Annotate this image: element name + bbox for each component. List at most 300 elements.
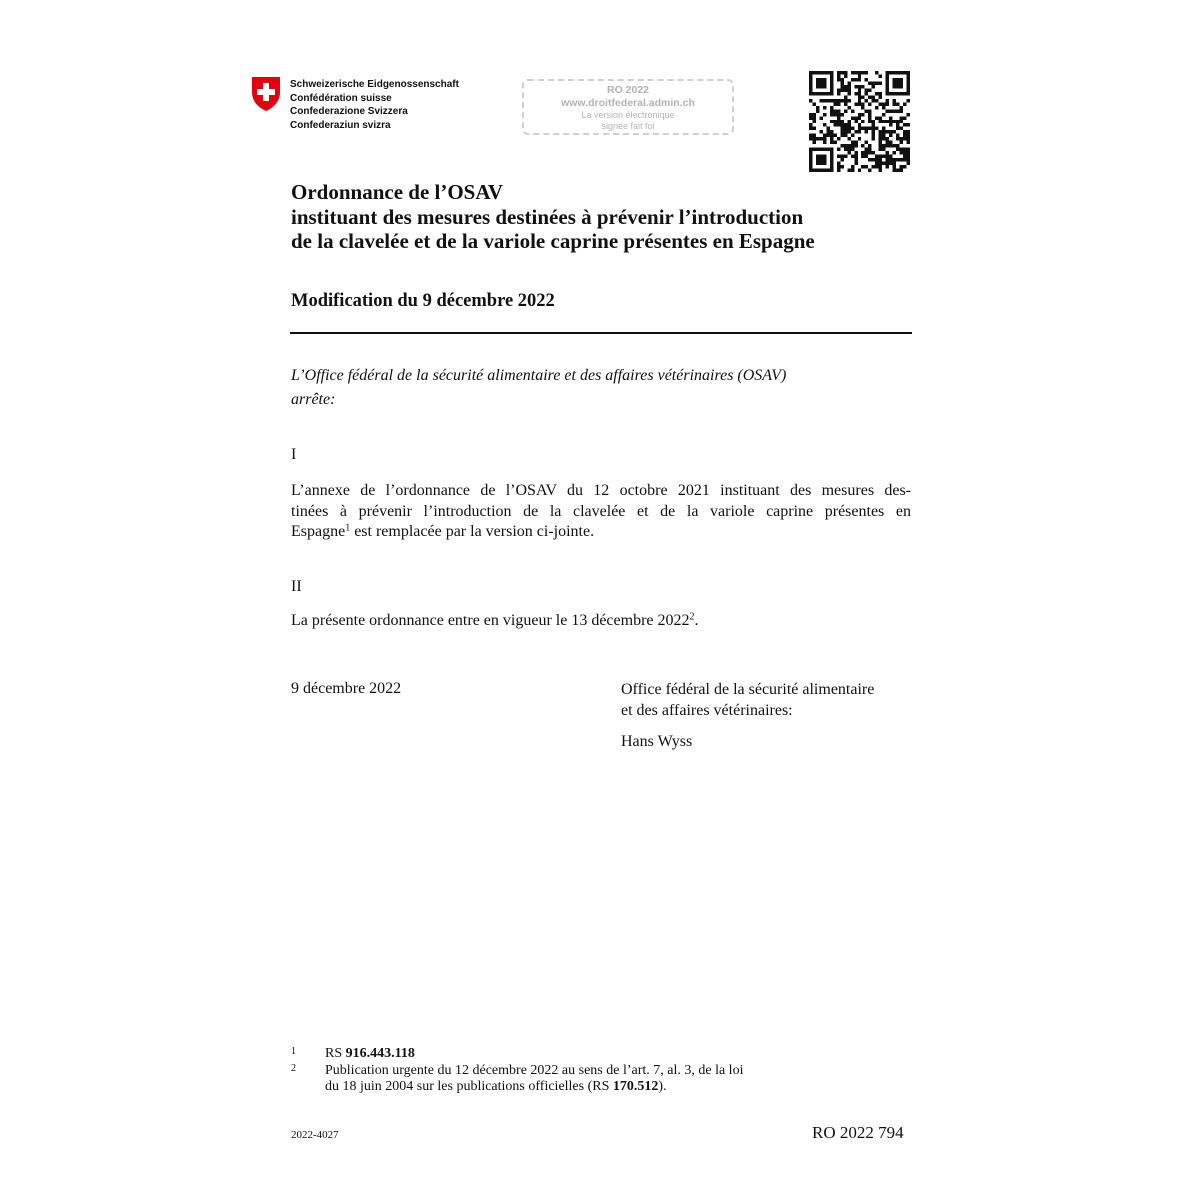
qr-module — [809, 155, 812, 158]
qr-module — [809, 148, 812, 151]
qr-module — [847, 85, 850, 88]
qr-module — [907, 99, 910, 102]
qr-module — [826, 134, 829, 137]
qr-module — [854, 120, 857, 123]
qr-module — [840, 155, 843, 158]
footnote-2-line-2-end: ). — [658, 1079, 667, 1094]
qr-module — [847, 81, 850, 84]
qr-module — [865, 109, 868, 112]
qr-module — [830, 155, 833, 158]
qr-module — [819, 162, 822, 165]
qr-module — [812, 127, 815, 130]
qr-module — [896, 144, 899, 147]
qr-module — [886, 120, 889, 123]
modification-date-heading: Modification du 9 décembre 2022 — [291, 291, 555, 311]
qr-module — [830, 92, 833, 95]
footnote-ref-1[interactable]: 1 — [345, 522, 351, 534]
qr-module — [886, 151, 889, 154]
qr-module — [886, 158, 889, 161]
qr-module — [851, 127, 854, 130]
qr-module — [865, 151, 868, 154]
qr-module — [875, 127, 878, 130]
stamp-collection: RO 2022 — [606, 84, 650, 96]
qr-module — [868, 95, 871, 98]
title-divider — [290, 332, 912, 334]
qr-module — [893, 99, 896, 102]
qr-module — [851, 165, 854, 168]
qr-module — [837, 123, 840, 126]
qr-module — [823, 123, 826, 126]
qr-module — [861, 95, 864, 98]
qr-module — [844, 123, 847, 126]
stamp-note-1: La version électronique — [581, 110, 675, 120]
qr-module — [903, 116, 906, 119]
qr-module — [907, 71, 910, 74]
qr-module — [868, 113, 871, 116]
qr-module — [893, 169, 896, 172]
qr-module — [907, 81, 910, 84]
qr-module — [889, 109, 892, 112]
section-ii-line — [291, 611, 911, 632]
qr-module — [893, 109, 896, 112]
qr-module — [872, 134, 875, 137]
qr-module — [837, 92, 840, 95]
qr-module — [879, 148, 882, 151]
qr-module — [872, 127, 875, 130]
qr-module — [893, 71, 896, 74]
qr-module — [882, 106, 885, 109]
qr-module — [837, 155, 840, 158]
qr-module — [833, 120, 836, 123]
qr-module — [844, 74, 847, 77]
qr-module — [826, 92, 829, 95]
qr-module — [809, 116, 812, 119]
qr-module — [896, 71, 899, 74]
qr-module — [872, 130, 875, 133]
qr-module — [875, 116, 878, 119]
qr-module — [819, 158, 822, 161]
qr-module — [830, 134, 833, 137]
qr-module — [886, 99, 889, 102]
qr-module — [837, 169, 840, 172]
qr-module — [844, 102, 847, 105]
qr-module — [896, 137, 899, 140]
qr-module — [903, 71, 906, 74]
qr-module — [847, 99, 850, 102]
qr-module — [809, 137, 812, 140]
qr-module — [858, 123, 861, 126]
section-i-line-3-end: est remplacée par la version ci-jointe. — [350, 523, 595, 540]
qr-module — [879, 141, 882, 144]
qr-module — [879, 144, 882, 147]
qr-module — [819, 130, 822, 133]
qr-module — [907, 162, 910, 165]
qr-module — [847, 137, 850, 140]
qr-module — [893, 120, 896, 123]
section-i-line-1: L’annexe de l’ordonnance de l’OSAV du 12 octobre 2021 instituant des mesures des- — [291, 482, 911, 499]
preamble — [291, 364, 786, 412]
qr-module — [861, 120, 864, 123]
qr-module — [900, 165, 903, 168]
qr-module — [865, 165, 868, 168]
qr-module — [900, 169, 903, 172]
qr-module — [896, 102, 899, 105]
qr-module — [823, 92, 826, 95]
qr-module — [875, 99, 878, 102]
section-number-ii: II — [291, 578, 302, 595]
qr-module — [879, 169, 882, 172]
qr-module — [840, 81, 843, 84]
qr-module — [847, 169, 850, 172]
qr-module — [868, 144, 871, 147]
qr-module — [858, 127, 861, 130]
qr-module — [830, 81, 833, 84]
qr-module — [826, 169, 829, 172]
qr-module — [861, 85, 864, 88]
qr-module — [865, 99, 868, 102]
qr-module — [837, 165, 840, 168]
qr-module — [900, 109, 903, 112]
qr-module — [882, 134, 885, 137]
qr-module — [819, 99, 822, 102]
qr-module — [861, 127, 864, 130]
qr-module — [903, 92, 906, 95]
qr-module — [865, 127, 868, 130]
qr-module — [809, 88, 812, 91]
qr-module — [893, 151, 896, 154]
qr-module — [875, 71, 878, 74]
qr-module — [900, 120, 903, 123]
qr-module — [875, 106, 878, 109]
qr-module — [879, 137, 882, 140]
qr-module — [840, 78, 843, 81]
qr-module — [886, 74, 889, 77]
qr-module — [823, 81, 826, 84]
qr-module — [809, 99, 812, 102]
qr-module — [893, 130, 896, 133]
qr-module — [847, 151, 850, 154]
qr-module — [889, 134, 892, 137]
qr-module — [900, 106, 903, 109]
qr-module — [903, 137, 906, 140]
qr-module — [865, 71, 868, 74]
qr-module — [879, 162, 882, 165]
qr-module — [886, 81, 889, 84]
qr-module — [896, 109, 899, 112]
qr-module — [886, 155, 889, 158]
qr-module — [840, 144, 843, 147]
qr-module — [868, 102, 871, 105]
qr-module — [900, 137, 903, 140]
qr-module — [823, 85, 826, 88]
qr-module — [879, 92, 882, 95]
qr-module — [816, 137, 819, 140]
signing-office-line-1: Office fédéral de la sécurité alimentaire — [621, 681, 875, 698]
qr-module — [816, 162, 819, 165]
qr-module — [900, 127, 903, 130]
qr-module — [903, 151, 906, 154]
qr-module — [847, 127, 850, 130]
qr-module — [823, 71, 826, 74]
qr-module — [840, 120, 843, 123]
qr-module — [872, 99, 875, 102]
qr-module — [858, 78, 861, 81]
qr-module — [907, 123, 910, 126]
qr-module — [882, 120, 885, 123]
qr-module — [809, 165, 812, 168]
qr-module — [816, 71, 819, 74]
qr-module — [865, 141, 868, 144]
qr-module — [868, 127, 871, 130]
qr-module — [872, 158, 875, 161]
federation-name-de: Schweizerische Eidgenossenschaft — [290, 79, 459, 90]
qr-module — [844, 144, 847, 147]
qr-module — [900, 158, 903, 161]
qr-module — [893, 165, 896, 168]
qr-module — [879, 134, 882, 137]
federation-name-it: Confederazione Svizzera — [290, 106, 408, 117]
qr-module — [868, 158, 871, 161]
qr-module — [819, 137, 822, 140]
qr-module — [879, 116, 882, 119]
qr-module — [858, 102, 861, 105]
qr-module — [851, 169, 854, 172]
qr-module — [889, 130, 892, 133]
qr-module — [893, 102, 896, 105]
qr-module — [858, 99, 861, 102]
qr-module — [837, 109, 840, 112]
qr-module — [830, 141, 833, 144]
qr-module — [896, 169, 899, 172]
qr-module — [886, 88, 889, 91]
qr-module — [872, 95, 875, 98]
qr-module — [819, 148, 822, 151]
qr-module — [907, 113, 910, 116]
qr-module — [861, 106, 864, 109]
qr-module — [858, 92, 861, 95]
qr-module — [886, 78, 889, 81]
qr-module — [809, 134, 812, 137]
qr-module — [872, 120, 875, 123]
qr-module — [854, 92, 857, 95]
qr-module — [847, 148, 850, 151]
qr-module — [858, 116, 861, 119]
qr-module — [809, 74, 812, 77]
qr-module — [833, 134, 836, 137]
qr-module — [861, 165, 864, 168]
qr-module — [861, 71, 864, 74]
qr-module — [854, 102, 857, 105]
qr-module — [816, 81, 819, 84]
preamble-line-1: L’Office fédéral de la sécurité alimentaire et des affaires vétérinaires (OSAV) — [291, 367, 787, 384]
footnote-2-line-2 — [325, 1079, 743, 1096]
document-number: 2022-4027 — [291, 1129, 339, 1141]
qr-module — [809, 113, 812, 116]
qr-module — [893, 144, 896, 147]
qr-module — [893, 81, 896, 84]
qr-module — [893, 92, 896, 95]
title-line-2: instituant des mesures destinées à prévenir l’introduction — [291, 204, 804, 229]
qr-module — [823, 113, 826, 116]
qr-module — [844, 155, 847, 158]
qr-module — [812, 113, 815, 116]
preamble-line-2: arrête: — [291, 391, 336, 408]
signing-office-line-2: et des affaires vétérinaires: — [621, 701, 793, 719]
footnote-2-rs-number: 170.512 — [612, 1079, 659, 1094]
qr-module — [896, 81, 899, 84]
qr-module — [889, 71, 892, 74]
qr-module — [809, 92, 812, 95]
qr-module — [875, 162, 878, 165]
footnote-ref-2[interactable]: 2 — [689, 611, 695, 623]
qr-module — [809, 158, 812, 161]
qr-module — [830, 113, 833, 116]
footnote-1 — [291, 1046, 743, 1063]
section-number-i: I — [291, 446, 297, 463]
qr-module — [903, 148, 906, 151]
qr-module — [844, 127, 847, 130]
qr-module — [882, 144, 885, 147]
qr-module — [837, 113, 840, 116]
qr-module — [844, 95, 847, 98]
section-ii-line-end: . — [694, 612, 699, 629]
qr-module — [896, 123, 899, 126]
qr-module — [854, 144, 857, 147]
qr-module — [840, 165, 843, 168]
qr-module — [854, 78, 857, 81]
qr-module — [868, 169, 871, 172]
qr-module — [889, 116, 892, 119]
qr-module — [875, 155, 878, 158]
qr-module — [896, 127, 899, 130]
qr-module — [865, 130, 868, 133]
qr-module — [886, 85, 889, 88]
qr-module — [830, 71, 833, 74]
qr-module — [844, 109, 847, 112]
qr-module — [816, 148, 819, 151]
signature-date: 9 décembre 2022 — [291, 680, 402, 697]
qr-module — [837, 148, 840, 151]
qr-module — [812, 169, 815, 172]
qr-module — [823, 148, 826, 151]
qr-module — [837, 99, 840, 102]
qr-module — [809, 81, 812, 84]
qr-module — [903, 102, 906, 105]
qr-module — [858, 169, 861, 172]
qr-module — [886, 92, 889, 95]
qr-module — [889, 162, 892, 165]
qr-module — [823, 78, 826, 81]
qr-module — [879, 155, 882, 158]
qr-module — [816, 169, 819, 172]
qr-module — [854, 85, 857, 88]
qr-module — [837, 74, 840, 77]
qr-module — [851, 144, 854, 147]
qr-module — [865, 155, 868, 158]
qr-module — [900, 92, 903, 95]
qr-module — [907, 88, 910, 91]
qr-module — [907, 85, 910, 88]
qr-module — [900, 81, 903, 84]
qr-module — [840, 71, 843, 74]
qr-module — [830, 165, 833, 168]
qr-module — [893, 78, 896, 81]
qr-module — [826, 130, 829, 133]
qr-module — [896, 158, 899, 161]
qr-module — [858, 85, 861, 88]
qr-module — [854, 130, 857, 133]
qr-module — [882, 102, 885, 105]
qr-module — [907, 78, 910, 81]
qr-module — [858, 74, 861, 77]
qr-module — [854, 151, 857, 154]
stamp-website: www.droitfederal.admin.ch — [561, 97, 695, 109]
qr-module — [809, 162, 812, 165]
swiss-coat-of-arms-icon — [250, 76, 282, 112]
qr-module — [851, 141, 854, 144]
qr-module — [812, 71, 815, 74]
qr-module — [861, 113, 864, 116]
qr-module — [886, 109, 889, 112]
qr-module — [812, 102, 815, 105]
qr-module — [907, 155, 910, 158]
qr-module — [893, 158, 896, 161]
qr-module — [879, 95, 882, 98]
qr-module — [886, 162, 889, 165]
qr-module — [840, 99, 843, 102]
qr-module — [830, 151, 833, 154]
qr-module — [830, 169, 833, 172]
qr-module — [812, 148, 815, 151]
qr-module — [819, 81, 822, 84]
qr-module — [854, 158, 857, 161]
qr-module — [816, 106, 819, 109]
qr-module — [903, 123, 906, 126]
qr-module — [809, 151, 812, 154]
qr-module — [812, 120, 815, 123]
qr-module — [900, 148, 903, 151]
qr-module — [896, 148, 899, 151]
qr-module — [896, 134, 899, 137]
qr-module — [837, 71, 840, 74]
qr-module — [840, 158, 843, 161]
qr-module — [889, 123, 892, 126]
qr-module — [879, 74, 882, 77]
qr-module — [872, 137, 875, 140]
qr-module — [907, 130, 910, 133]
qr-module — [879, 130, 882, 133]
qr-module — [854, 155, 857, 158]
qr-module — [830, 120, 833, 123]
qr-module — [816, 158, 819, 161]
qr-module — [858, 137, 861, 140]
qr-module — [809, 78, 812, 81]
qr-module — [819, 155, 822, 158]
qr-module — [889, 158, 892, 161]
qr-module — [812, 137, 815, 140]
qr-module — [854, 116, 857, 119]
qr-module — [840, 88, 843, 91]
qr-module — [907, 74, 910, 77]
qr-module — [830, 130, 833, 133]
footnote-1-text — [325, 1046, 743, 1063]
qr-module — [847, 106, 850, 109]
qr-module — [872, 123, 875, 126]
qr-module — [819, 116, 822, 119]
qr-module — [830, 162, 833, 165]
qr-module — [823, 141, 826, 144]
qr-code-icon — [809, 71, 910, 172]
